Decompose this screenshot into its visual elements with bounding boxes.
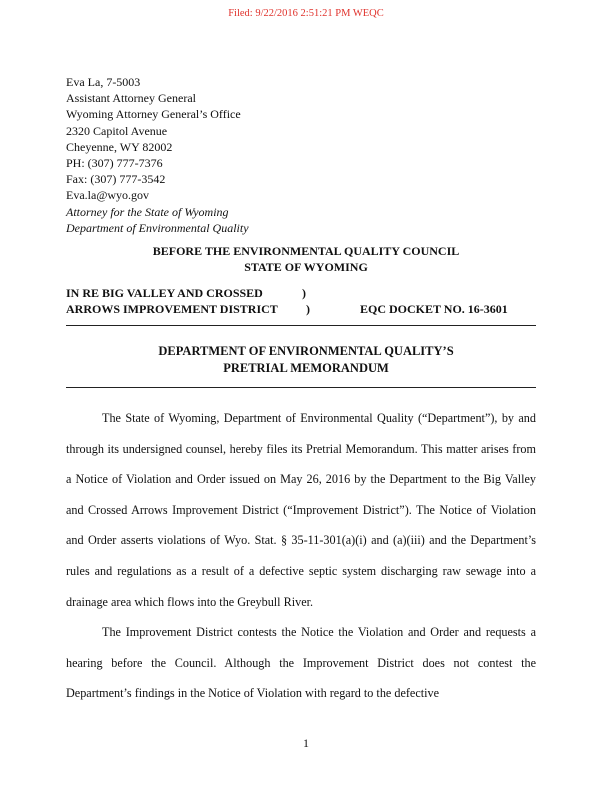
- tribunal-line-1: BEFORE THE ENVIRONMENTAL QUALITY COUNCIL: [152, 244, 460, 258]
- body-paragraph-1: The State of Wyoming, Department of Environmental Quality (“Department”), by and through its undersigned counsel, hereby files its Pretrial Memorandum. This matter arises from a Notice of Violation and Order issued on May 26, 2016 by the Department to the Big Valley and Crossed Arrows Improvement District (“Improvement District”). The Notice of Violation and Order asserts violations of Wyo. Stat. § 35-11-301(a)(i) and (a)(iii) and the Department’s rules and regulations as a result of a defective septic system discharging raw sewage into a drainage area which flows into the Greybull River.: [66, 411, 536, 609]
- document-title-line-1: DEPARTMENT OF ENVIRONMENTAL QUALITY’S: [158, 344, 454, 358]
- caption-line-2: ARROWS IMPROVEMENT DISTRICT: [66, 302, 278, 316]
- filed-stamp: Filed: 9/22/2016 2:51:21 PM WEQC: [228, 8, 384, 19]
- attorney-for-line-1: Attorney for the State of Wyoming: [66, 204, 229, 219]
- attorney-street: 2320 Capitol Avenue: [66, 123, 168, 138]
- tribunal-line-2: STATE OF WYOMING: [244, 260, 368, 274]
- caption-paren-2: ): [306, 302, 310, 316]
- case-caption: [66, 285, 536, 317]
- document-title-line-2: PRETRIAL MEMORANDUM: [223, 361, 389, 375]
- body-paragraph-2: The Improvement District contests the Notice the Violation and Order and requests a hearing before the Council. Although the Improvement District does not contest the Department’s findings in the Notice of Violation with regard to the defective: [66, 625, 536, 701]
- docket-number: EQC DOCKET NO. 16-3601: [360, 302, 508, 316]
- caption-line-1: IN RE BIG VALLEY AND CROSSED: [66, 286, 263, 300]
- attorney-fax: Fax: (307) 777-3542: [66, 172, 166, 187]
- page-number: 1: [303, 736, 309, 750]
- tribunal-heading: [0, 243, 612, 275]
- document-title: [0, 343, 612, 377]
- attorney-for-line-2: Department of Environmental Quality: [66, 220, 249, 235]
- attorney-office: Wyoming Attorney General’s Office: [66, 107, 241, 122]
- attorney-title: Assistant Attorney General: [66, 91, 196, 106]
- attorney-email: Eva.la@wyo.gov: [66, 188, 150, 203]
- attorney-phone: PH: (307) 777-7376: [66, 156, 163, 171]
- attorney-signature-block: [66, 74, 249, 236]
- caption-divider: [66, 325, 536, 326]
- memorandum-body: [66, 403, 536, 709]
- caption-paren-1: ): [302, 286, 306, 300]
- title-divider: [66, 387, 536, 388]
- attorney-city: Cheyenne, WY 82002: [66, 139, 173, 154]
- attorney-name: Eva La, 7-5003: [66, 75, 141, 89]
